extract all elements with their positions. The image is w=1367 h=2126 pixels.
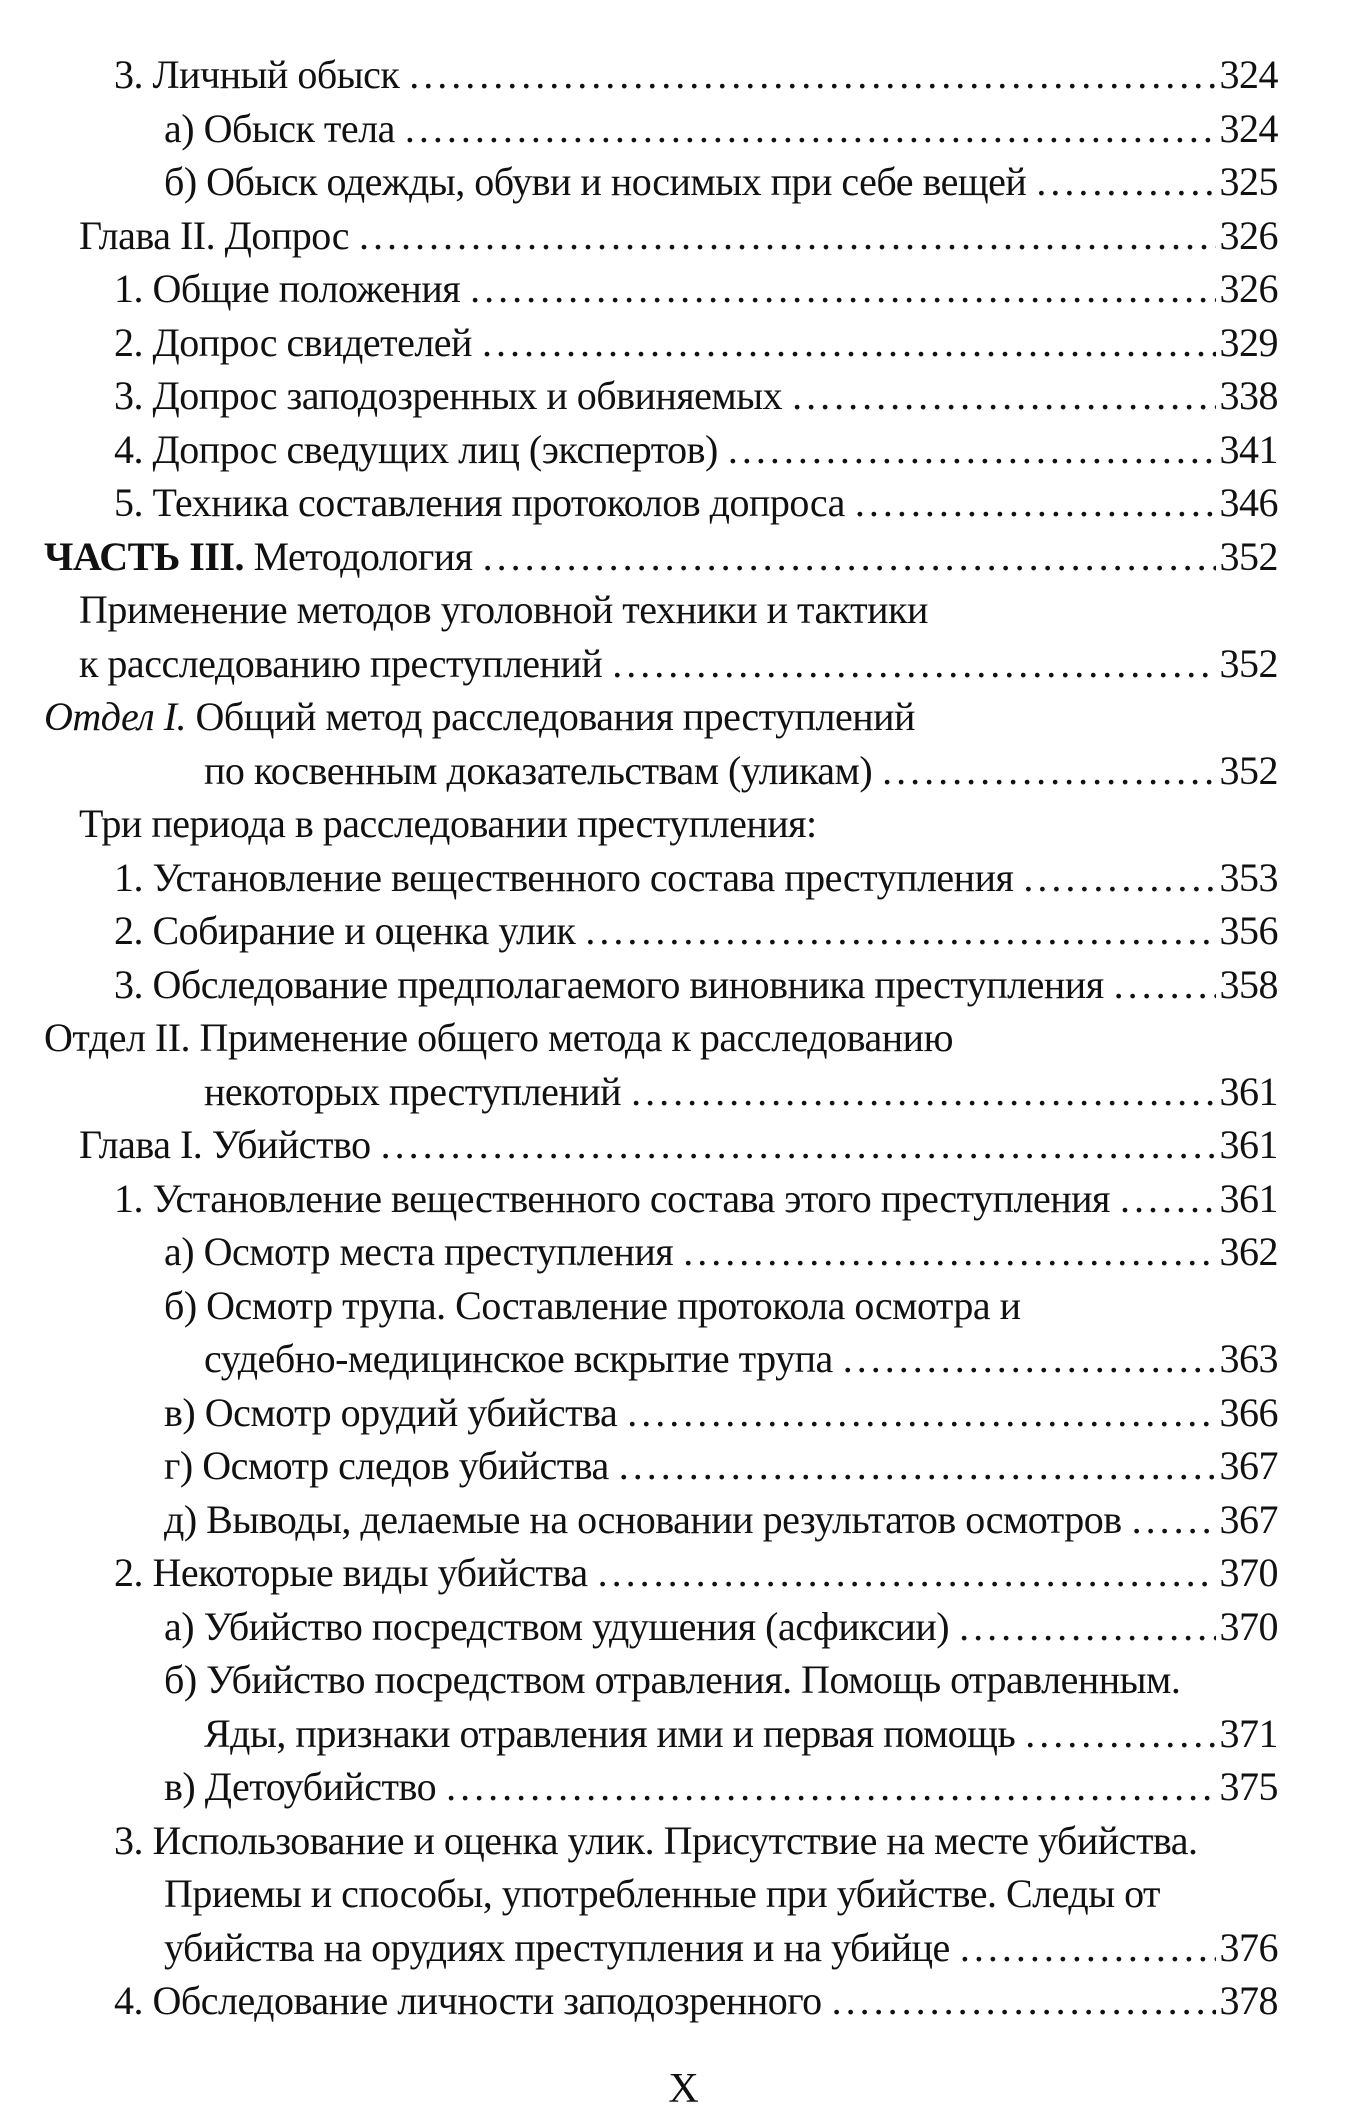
toc-entry-title (114, 1172, 1110, 1226)
toc-page-number: 352 (1219, 640, 1278, 686)
toc-page-number: 367 (1219, 1496, 1278, 1542)
toc-entry (44, 530, 1278, 584)
toc-entry-text: а) Убийство посредством удушения (асфиксии) (164, 1603, 950, 1649)
toc-page-number: 325 (1219, 159, 1278, 204)
toc-page-number: 346 (1219, 480, 1278, 525)
toc-leader-dots (598, 1546, 1216, 1600)
toc-entry-title (79, 637, 602, 691)
toc-entry (44, 797, 1278, 851)
toc-entry-text: 3. Использование и оценка улик. Присутствие на месте убийства. (114, 1817, 1198, 1863)
toc-entry (44, 1974, 1278, 2028)
toc-page-number: 376 (1219, 1924, 1278, 1970)
toc-entry (44, 1707, 1278, 1761)
toc-leader-dots (627, 1386, 1215, 1440)
toc-entry-text: 1. Установление вещественного состава преступления (114, 854, 1014, 900)
toc-page-number: 367 (1219, 1443, 1278, 1488)
toc-entry (44, 1279, 1278, 1333)
toc-leader-dots (683, 1225, 1215, 1279)
toc-page-number: 363 (1219, 1336, 1278, 1381)
toc-entry-title (114, 316, 472, 370)
toc-entry-text: 4. Допрос сведущих лиц (экспертов) (114, 426, 718, 472)
toc-entry (44, 1332, 1278, 1386)
toc-entry-text: к расследованию преступлений (79, 640, 603, 686)
toc-entry (44, 1439, 1278, 1493)
toc-leader-dots (405, 102, 1216, 156)
toc-entry-text: Применение методов уголовной техники и тактики (79, 587, 928, 632)
toc-entry-text: д) Выводы, делаемые на основании результатов осмотров (164, 1496, 1122, 1542)
toc-entry-text: Отдел II. Применение общего метода к расследованию (44, 1015, 953, 1060)
toc-leader-dots (792, 369, 1215, 423)
toc-page-number: 326 (1219, 266, 1278, 311)
toc-entry-title (114, 904, 575, 958)
toc-leader-dots (832, 1974, 1216, 2028)
toc-entry-title (44, 690, 915, 744)
toc-entry-title (114, 423, 718, 477)
toc-entry-text: Методология (243, 533, 473, 579)
toc-entry-text: б) Обыск одежды, обуви и носимых при себе вещей (164, 159, 1027, 204)
toc-entry (44, 1653, 1278, 1707)
toc-entry-text: Яды, признаки отравления ими и первая помощь (204, 1710, 1016, 1756)
table-of-contents (44, 48, 1278, 2028)
toc-entry-title (79, 797, 817, 851)
toc-entry (44, 583, 1278, 637)
toc-leader-dots (585, 904, 1215, 958)
toc-leader-dots (843, 1332, 1216, 1386)
toc-page-number: 326 (1219, 212, 1278, 258)
toc-entry (44, 102, 1278, 156)
toc-entry-title (164, 1386, 617, 1440)
toc-page-number: 358 (1219, 961, 1278, 1007)
toc-entry-title (164, 1867, 1160, 1921)
toc-entry-title (114, 1974, 822, 2028)
toc-entry (44, 1600, 1278, 1654)
toc-entry (44, 48, 1278, 102)
toc-leader-dots (631, 1065, 1215, 1119)
toc-entry-text: Приемы и способы, употребленные при убийстве. Следы от (164, 1871, 1161, 1916)
toc-entry-text: судебно-медицинское вскрытие трупа (204, 1336, 833, 1381)
toc-entry-text: а) Осмотр места преступления (164, 1229, 674, 1274)
toc-entry (44, 209, 1278, 263)
toc-entry-title (164, 102, 395, 156)
toc-entry (44, 1118, 1278, 1172)
toc-leader-dots (1023, 851, 1215, 905)
toc-entry-text: б) Осмотр трупа. Составление протокола осмотра и (164, 1282, 1021, 1328)
toc-entry-title (44, 530, 473, 584)
toc-page-number: 362 (1219, 1229, 1278, 1274)
page-number: X (668, 2066, 699, 2112)
toc-entry-text: Общий метод расследования преступлений (186, 694, 915, 739)
toc-entry-title (114, 851, 1013, 905)
toc-leader-dots (619, 1439, 1216, 1493)
toc-leader-dots (359, 209, 1215, 263)
toc-section-label: Отдел I. (44, 694, 187, 739)
toc-entry-text: 2. Собирание и оценка улик (114, 908, 576, 953)
toc-entry (44, 744, 1278, 798)
toc-entry (44, 1386, 1278, 1440)
toc-page-number: 361 (1219, 1068, 1278, 1114)
toc-entry-title (164, 1439, 609, 1493)
toc-entry-text: 3. Допрос заподозренных и обвиняемых (114, 373, 783, 418)
toc-page-number: 353 (1219, 854, 1278, 900)
toc-page-number: 356 (1219, 908, 1278, 953)
toc-entry (44, 637, 1278, 691)
toc-entry-text: г) Осмотр следов убийства (164, 1443, 609, 1488)
toc-page-number: 375 (1219, 1764, 1278, 1809)
toc-entry-title (204, 1332, 833, 1386)
toc-page-number: 352 (1219, 747, 1278, 793)
toc-entry-text: 3. Личный обыск (114, 52, 400, 97)
toc-entry-title (164, 1225, 673, 1279)
toc-page-number: 370 (1219, 1550, 1278, 1595)
toc-leader-dots (1114, 958, 1216, 1012)
toc-page-number: 338 (1219, 373, 1278, 418)
toc-leader-dots (482, 316, 1216, 370)
toc-entry-title (114, 369, 782, 423)
toc-entry-title (164, 155, 1026, 209)
toc-page-number: 341 (1219, 426, 1278, 472)
toc-entry-title (114, 958, 1104, 1012)
toc-entry-title (164, 1600, 949, 1654)
toc-entry (44, 690, 1278, 744)
toc-entry (44, 1546, 1278, 1600)
toc-leader-dots (959, 1600, 1215, 1654)
toc-leader-dots (1132, 1493, 1216, 1547)
toc-entry-text: 3. Обследование предполагаемого виновника преступления (114, 961, 1104, 1007)
toc-page-number: 371 (1219, 1710, 1278, 1756)
toc-entry-text: б) Убийство посредством отравления. Помощь отравленным. (164, 1657, 1181, 1702)
toc-entry-text: по косвенным доказательствам (уликам) (204, 747, 873, 793)
toc-leader-dots (855, 476, 1216, 530)
toc-page-number: 378 (1219, 1978, 1278, 2023)
toc-entry (44, 1225, 1278, 1279)
toc-leader-dots (381, 1118, 1216, 1172)
toc-entry (44, 476, 1278, 530)
toc-page-number: 361 (1219, 1175, 1278, 1221)
toc-entry-text: в) Детоубийство (164, 1764, 437, 1809)
toc-page-number: 370 (1219, 1603, 1278, 1649)
toc-entry-text: 5. Техника составления протоколов допроса (114, 480, 845, 525)
toc-entry-text: 2. Допрос свидетелей (114, 319, 472, 365)
toc-entry-title (114, 48, 399, 102)
toc-page-number: 324 (1219, 105, 1278, 151)
toc-entry-text: 2. Некоторые виды убийства (114, 1550, 588, 1595)
toc-entry (44, 1011, 1278, 1065)
toc-entry-title (204, 1707, 1015, 1761)
toc-entry-title (164, 1921, 950, 1975)
toc-page-number: 324 (1219, 52, 1278, 97)
toc-entry-text: а) Обыск тела (164, 105, 395, 151)
toc-entry-text: в) Осмотр орудий убийства (164, 1389, 618, 1435)
toc-entry (44, 958, 1278, 1012)
toc-entry (44, 262, 1278, 316)
toc-leader-dots (446, 1760, 1215, 1814)
toc-leader-dots (612, 637, 1215, 691)
toc-entry-title (114, 262, 460, 316)
toc-entry-title (79, 1118, 371, 1172)
toc-leader-dots (728, 423, 1216, 477)
toc-page-number: 366 (1219, 1389, 1278, 1435)
toc-entry (44, 1814, 1278, 1868)
toc-leader-dots (882, 744, 1215, 798)
toc-leader-dots (1120, 1172, 1216, 1226)
toc-entry-text: некоторых преступлений (204, 1068, 622, 1114)
toc-entry-title (164, 1279, 1021, 1333)
toc-leader-dots (1025, 1707, 1215, 1761)
toc-entry-title (79, 209, 349, 263)
toc-entry-text: Три периода в расследовании преступления: (79, 801, 817, 846)
toc-entry (44, 1065, 1278, 1119)
toc-entry-text: Глава II. Допрос (79, 212, 350, 258)
toc-entry (44, 369, 1278, 423)
toc-entry (44, 155, 1278, 209)
toc-entry-title (114, 1814, 1198, 1868)
toc-page-number: 329 (1219, 319, 1278, 365)
toc-entry (44, 1172, 1278, 1226)
toc-entry (44, 1493, 1278, 1547)
toc-entry-text: убийства на орудиях преступления и на убийце (164, 1924, 950, 1970)
toc-entry (44, 423, 1278, 477)
toc-entry-title (79, 583, 928, 637)
toc-entry (44, 1921, 1278, 1975)
toc-part-label: ЧАСТЬ III. (44, 533, 244, 579)
toc-entry-title (164, 1760, 436, 1814)
toc-page-number: 361 (1219, 1122, 1278, 1167)
toc-entry (44, 316, 1278, 370)
toc-entry (44, 851, 1278, 905)
toc-entry-title (44, 1011, 953, 1065)
toc-entry-title (164, 1653, 1180, 1707)
toc-entry-text: 1. Установление вещественного состава этого преступления (114, 1175, 1110, 1221)
toc-leader-dots (409, 48, 1215, 102)
toc-entry-title (114, 476, 845, 530)
toc-leader-dots (470, 262, 1215, 316)
toc-entry-text: 4. Обследование личности заподозренного (114, 1978, 822, 2023)
toc-entry-title (204, 744, 872, 798)
toc-leader-dots (483, 530, 1216, 584)
toc-leader-dots (960, 1921, 1216, 1975)
toc-entry-text: 1. Общие положения (114, 266, 461, 311)
toc-entry-text: Глава I. Убийство (79, 1122, 371, 1167)
toc-entry (44, 1760, 1278, 1814)
toc-page-number: 352 (1219, 533, 1278, 579)
toc-entry-title (164, 1493, 1122, 1547)
toc-entry (44, 904, 1278, 958)
toc-entry-title (204, 1065, 621, 1119)
toc-entry (44, 1867, 1278, 1921)
toc-entry-title (114, 1546, 588, 1600)
toc-leader-dots (1036, 155, 1215, 209)
